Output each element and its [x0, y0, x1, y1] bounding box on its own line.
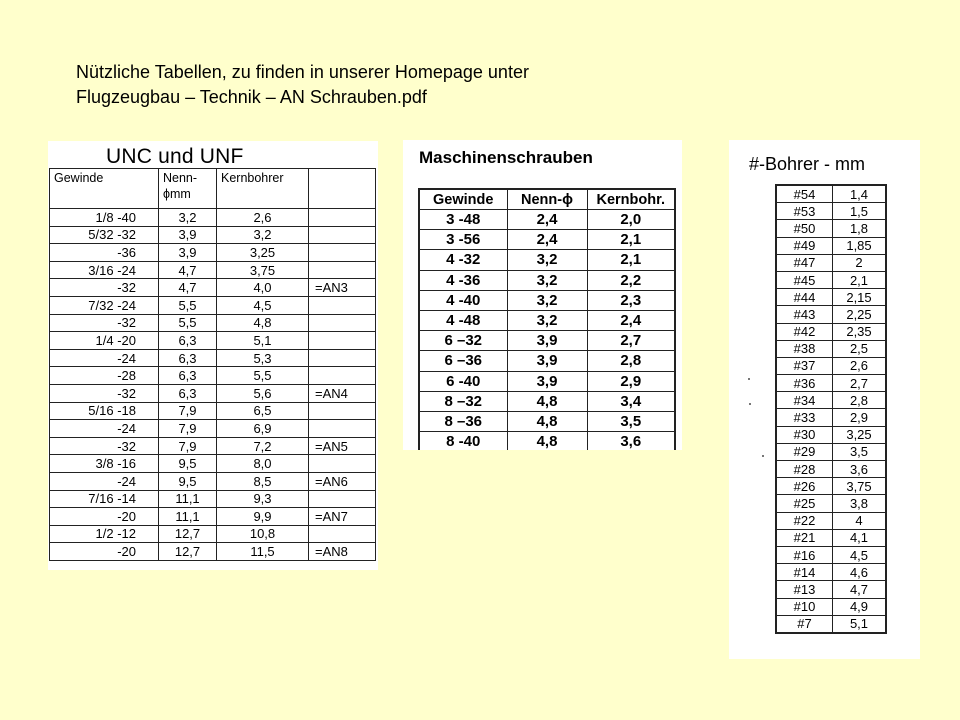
drill-row — [776, 357, 886, 374]
drill-cell-number: #42 — [776, 323, 833, 340]
machine-cell-kern: 2,7 — [587, 331, 675, 351]
drill-cell-number: #29 — [776, 443, 833, 460]
intro-line-2: Flugzeugbau – Technik – AN Schrauben.pdf — [76, 87, 427, 107]
unc-cell-kern: 4,0 — [217, 279, 309, 297]
drill-cell-mm: 1,85 — [833, 237, 887, 254]
machine-row — [419, 371, 675, 391]
unc-header-nenn-line2: ϕmm — [163, 187, 191, 201]
machine-row — [419, 432, 675, 450]
machine-row — [419, 270, 675, 290]
unc-cell-kern: 6,9 — [217, 420, 309, 438]
machine-cell-gewinde: 3 -56 — [419, 230, 507, 250]
unc-cell-an — [309, 244, 376, 262]
drill-cell-number: #13 — [776, 581, 833, 598]
unc-cell-nenn: 4,7 — [159, 261, 217, 279]
unc-row — [50, 384, 376, 402]
drill-cell-mm: 4,9 — [833, 598, 887, 615]
unc-cell-nenn: 9,5 — [159, 472, 217, 490]
drill-row — [776, 581, 886, 598]
unc-cell-an — [309, 490, 376, 508]
drill-row — [776, 220, 886, 237]
unc-cell-an — [309, 296, 376, 314]
unc-cell-kern: 8,5 — [217, 472, 309, 490]
drill-row — [776, 461, 886, 478]
unc-row — [50, 402, 376, 420]
machine-cell-nenn: 3,9 — [507, 331, 587, 351]
drill-cell-mm: 2,8 — [833, 392, 887, 409]
machine-row — [419, 250, 675, 270]
unc-cell-kern: 5,3 — [217, 349, 309, 367]
machine-row — [419, 290, 675, 310]
drill-cell-number: #49 — [776, 237, 833, 254]
unc-header-an — [309, 169, 376, 209]
drill-cell-mm: 4 — [833, 512, 887, 529]
drill-row — [776, 375, 886, 392]
drill-row — [776, 237, 886, 254]
machine-row — [419, 230, 675, 250]
machine-cell-kern: 2,3 — [587, 290, 675, 310]
drill-row — [776, 443, 886, 460]
machine-cell-gewinde: 3 -48 — [419, 210, 507, 230]
unc-cell-nenn: 11,1 — [159, 490, 217, 508]
unc-cell-an — [309, 367, 376, 385]
drill-row — [776, 495, 886, 512]
machine-cell-gewinde: 6 –36 — [419, 351, 507, 371]
unc-cell-nenn: 12,7 — [159, 543, 217, 561]
unc-cell-kern: 3,2 — [217, 226, 309, 244]
unc-cell-gewinde: -24 — [50, 420, 159, 438]
drill-cell-mm: 2,5 — [833, 340, 887, 357]
unc-cell-kern: 11,5 — [217, 543, 309, 561]
machine-cell-nenn: 3,2 — [507, 310, 587, 330]
unc-cell-nenn: 12,7 — [159, 525, 217, 543]
drill-cell-number: #14 — [776, 564, 833, 581]
drill-cell-mm: 1,8 — [833, 220, 887, 237]
machine-cell-gewinde: 4 -36 — [419, 270, 507, 290]
drill-cell-number: #28 — [776, 461, 833, 478]
drill-cell-mm: 4,5 — [833, 546, 887, 563]
unc-header-kern: Kernbohrer — [217, 169, 309, 209]
drill-row — [776, 426, 886, 443]
unc-cell-nenn: 3,9 — [159, 226, 217, 244]
drill-table-title: #-Bohrer - mm — [749, 154, 866, 174]
speck-mark — [748, 378, 750, 380]
machine-cell-kern: 3,6 — [587, 432, 675, 450]
machine-cell-gewinde: 8 -40 — [419, 432, 507, 450]
unc-cell-nenn: 6,3 — [159, 384, 217, 402]
machine-cell-kern: 2,9 — [587, 371, 675, 391]
unc-cell-gewinde: 1/2 -12 — [50, 525, 159, 543]
unc-cell-kern: 3,75 — [217, 261, 309, 279]
machine-cell-kern: 3,4 — [587, 391, 675, 411]
unc-cell-nenn: 7,9 — [159, 420, 217, 438]
unc-cell-an — [309, 525, 376, 543]
unc-row — [50, 244, 376, 262]
unc-cell-gewinde: 3/16 -24 — [50, 261, 159, 279]
unc-row — [50, 314, 376, 332]
drill-cell-number: #43 — [776, 306, 833, 323]
machine-cell-nenn: 3,2 — [507, 270, 587, 290]
drill-cell-number: #25 — [776, 495, 833, 512]
unc-row — [50, 279, 376, 297]
unc-cell-kern: 4,5 — [217, 296, 309, 314]
machine-cell-nenn: 3,2 — [507, 250, 587, 270]
unc-row — [50, 525, 376, 543]
unc-cell-gewinde: -20 — [50, 508, 159, 526]
drill-table — [775, 184, 887, 634]
drill-cell-number: #10 — [776, 598, 833, 615]
machine-cell-kern: 3,5 — [587, 411, 675, 431]
unc-cell-gewinde: 5/16 -18 — [50, 402, 159, 420]
drill-cell-number: #7 — [776, 615, 833, 633]
machine-row — [419, 391, 675, 411]
unc-unf-table-card — [48, 141, 378, 570]
drill-cell-mm: 3,75 — [833, 478, 887, 495]
unc-cell-gewinde: 3/8 -16 — [50, 455, 159, 473]
drill-cell-mm: 4,6 — [833, 564, 887, 581]
drill-cell-number: #30 — [776, 426, 833, 443]
drill-cell-mm: 3,5 — [833, 443, 887, 460]
drill-cell-mm: 4,1 — [833, 529, 887, 546]
drill-cell-number: #47 — [776, 254, 833, 271]
unc-header-nenn — [159, 169, 217, 209]
drill-row — [776, 564, 886, 581]
unc-cell-gewinde: -36 — [50, 244, 159, 262]
unc-cell-an — [309, 420, 376, 438]
drill-cell-mm: 3,6 — [833, 461, 887, 478]
machine-cell-kern: 2,1 — [587, 230, 675, 250]
machine-cell-gewinde: 6 –32 — [419, 331, 507, 351]
machine-cell-nenn: 2,4 — [507, 230, 587, 250]
machine-cell-nenn: 4,8 — [507, 432, 587, 450]
unc-cell-an — [309, 261, 376, 279]
unc-cell-gewinde: 5/32 -32 — [50, 226, 159, 244]
unc-cell-nenn: 6,3 — [159, 332, 217, 350]
unc-row — [50, 437, 376, 455]
unc-header-nenn-line1: Nenn- — [163, 171, 198, 185]
unc-cell-nenn: 5,5 — [159, 296, 217, 314]
machine-row — [419, 411, 675, 431]
unc-cell-gewinde: -20 — [50, 543, 159, 561]
unc-cell-an: =AN4 — [309, 384, 376, 402]
drill-cell-number: #21 — [776, 529, 833, 546]
unc-cell-gewinde: -32 — [50, 314, 159, 332]
unc-cell-an — [309, 314, 376, 332]
drill-row — [776, 340, 886, 357]
machine-cell-nenn: 3,9 — [507, 371, 587, 391]
unc-cell-an — [309, 349, 376, 367]
machine-header-gewinde: Gewinde — [419, 189, 507, 210]
unc-cell-gewinde: -24 — [50, 349, 159, 367]
unc-table-title: UNC und UNF — [106, 145, 244, 168]
unc-cell-kern: 5,5 — [217, 367, 309, 385]
drill-cell-number: #22 — [776, 512, 833, 529]
machine-cell-nenn: 4,8 — [507, 411, 587, 431]
machine-header-nenn: Nenn-ϕ — [507, 189, 587, 210]
unc-cell-an — [309, 332, 376, 350]
unc-row — [50, 226, 376, 244]
unc-cell-an: =AN7 — [309, 508, 376, 526]
unc-row — [50, 508, 376, 526]
drill-cell-number: #44 — [776, 289, 833, 306]
drill-row — [776, 323, 886, 340]
drill-cell-number: #33 — [776, 409, 833, 426]
drill-row — [776, 271, 886, 288]
unc-cell-nenn: 5,5 — [159, 314, 217, 332]
drill-cell-mm: 1,4 — [833, 185, 887, 203]
drill-cell-number: #50 — [776, 220, 833, 237]
unc-cell-kern: 6,5 — [217, 402, 309, 420]
unc-row — [50, 367, 376, 385]
unc-header-gewinde: Gewinde — [50, 169, 159, 209]
machine-cell-gewinde: 4 -48 — [419, 310, 507, 330]
drill-cell-mm: 2,15 — [833, 289, 887, 306]
machine-cell-kern: 2,0 — [587, 210, 675, 230]
machine-screws-table-card — [403, 140, 682, 450]
drill-cell-mm: 2,6 — [833, 357, 887, 374]
unc-row — [50, 472, 376, 490]
unc-cell-gewinde: -32 — [50, 279, 159, 297]
unc-row — [50, 420, 376, 438]
unc-cell-kern: 8,0 — [217, 455, 309, 473]
drill-cell-number: #54 — [776, 185, 833, 203]
machine-row — [419, 331, 675, 351]
unc-cell-an: =AN6 — [309, 472, 376, 490]
machine-cell-gewinde: 6 -40 — [419, 371, 507, 391]
drill-cell-number: #37 — [776, 357, 833, 374]
unc-cell-nenn: 11,1 — [159, 508, 217, 526]
machine-row — [419, 351, 675, 371]
drill-row — [776, 598, 886, 615]
machine-cell-gewinde: 8 –32 — [419, 391, 507, 411]
unc-cell-nenn: 6,3 — [159, 367, 217, 385]
machine-row — [419, 210, 675, 230]
drill-row — [776, 478, 886, 495]
unc-cell-nenn: 4,7 — [159, 279, 217, 297]
drill-cell-number: #45 — [776, 271, 833, 288]
unc-row — [50, 543, 376, 561]
unc-cell-gewinde: -28 — [50, 367, 159, 385]
drill-cell-number: #34 — [776, 392, 833, 409]
drill-row — [776, 512, 886, 529]
unc-header-row — [50, 169, 376, 209]
machine-cell-nenn: 3,2 — [507, 290, 587, 310]
unc-cell-an: =AN8 — [309, 543, 376, 561]
intro-line-1: Nützliche Tabellen, zu finden in unserer Homepage unter — [76, 62, 529, 82]
drill-row — [776, 615, 886, 633]
unc-cell-kern: 4,8 — [217, 314, 309, 332]
unc-cell-an: =AN5 — [309, 437, 376, 455]
drill-cell-mm: 2,1 — [833, 271, 887, 288]
unc-cell-kern: 2,6 — [217, 209, 309, 227]
machine-row — [419, 310, 675, 330]
machine-cell-kern: 2,8 — [587, 351, 675, 371]
drill-row — [776, 185, 886, 203]
unc-cell-an — [309, 209, 376, 227]
drill-row — [776, 289, 886, 306]
machine-cell-kern: 2,4 — [587, 310, 675, 330]
drill-row — [776, 254, 886, 271]
machine-cell-gewinde: 4 -40 — [419, 290, 507, 310]
drill-cell-mm: 3,25 — [833, 426, 887, 443]
unc-cell-gewinde: -24 — [50, 472, 159, 490]
unc-cell-kern: 7,2 — [217, 437, 309, 455]
drill-sizes-table-card — [729, 140, 920, 659]
machine-table — [418, 188, 676, 450]
drill-cell-mm: 3,8 — [833, 495, 887, 512]
intro-text — [76, 60, 776, 110]
drill-cell-mm: 5,1 — [833, 615, 887, 633]
drill-cell-mm: 1,5 — [833, 203, 887, 220]
unc-cell-an — [309, 455, 376, 473]
unc-cell-nenn: 7,9 — [159, 437, 217, 455]
drill-cell-mm: 2,7 — [833, 375, 887, 392]
unc-row — [50, 296, 376, 314]
speck-mark — [762, 455, 764, 457]
drill-cell-mm: 2 — [833, 254, 887, 271]
unc-cell-kern: 5,1 — [217, 332, 309, 350]
unc-row — [50, 455, 376, 473]
drill-row — [776, 306, 886, 323]
drill-cell-number: #38 — [776, 340, 833, 357]
drill-cell-mm: 2,25 — [833, 306, 887, 323]
unc-row — [50, 490, 376, 508]
machine-cell-nenn: 4,8 — [507, 391, 587, 411]
unc-row — [50, 209, 376, 227]
unc-cell-gewinde: 7/16 -14 — [50, 490, 159, 508]
unc-cell-kern: 9,9 — [217, 508, 309, 526]
drill-row — [776, 546, 886, 563]
drill-row — [776, 409, 886, 426]
machine-cell-nenn: 2,4 — [507, 210, 587, 230]
unc-cell-kern: 5,6 — [217, 384, 309, 402]
unc-cell-gewinde: -32 — [50, 437, 159, 455]
unc-cell-an — [309, 402, 376, 420]
unc-cell-gewinde: 7/32 -24 — [50, 296, 159, 314]
unc-table — [49, 168, 376, 561]
machine-cell-kern: 2,1 — [587, 250, 675, 270]
unc-cell-kern: 9,3 — [217, 490, 309, 508]
machine-header-row — [419, 189, 675, 210]
unc-cell-nenn: 7,9 — [159, 402, 217, 420]
drill-cell-mm: 2,9 — [833, 409, 887, 426]
unc-cell-gewinde: 1/4 -20 — [50, 332, 159, 350]
speck-mark — [749, 403, 751, 405]
unc-cell-nenn: 3,9 — [159, 244, 217, 262]
unc-cell-gewinde: -32 — [50, 384, 159, 402]
unc-cell-nenn: 9,5 — [159, 455, 217, 473]
machine-cell-nenn: 3,9 — [507, 351, 587, 371]
unc-cell-an — [309, 226, 376, 244]
unc-cell-kern: 10,8 — [217, 525, 309, 543]
unc-cell-nenn: 3,2 — [159, 209, 217, 227]
drill-row — [776, 392, 886, 409]
machine-header-kern: Kernbohr. — [587, 189, 675, 210]
machine-cell-gewinde: 8 –36 — [419, 411, 507, 431]
unc-row — [50, 349, 376, 367]
drill-cell-number: #53 — [776, 203, 833, 220]
unc-row — [50, 261, 376, 279]
machine-cell-gewinde: 4 -32 — [419, 250, 507, 270]
unc-row — [50, 332, 376, 350]
machine-table-title: Maschinenschrauben — [419, 148, 593, 167]
unc-cell-kern: 3,25 — [217, 244, 309, 262]
drill-cell-mm: 2,35 — [833, 323, 887, 340]
drill-cell-number: #36 — [776, 375, 833, 392]
drill-cell-number: #26 — [776, 478, 833, 495]
machine-cell-kern: 2,2 — [587, 270, 675, 290]
unc-cell-gewinde: 1/8 -40 — [50, 209, 159, 227]
unc-cell-an: =AN3 — [309, 279, 376, 297]
drill-cell-mm: 4,7 — [833, 581, 887, 598]
drill-row — [776, 203, 886, 220]
drill-row — [776, 529, 886, 546]
unc-cell-nenn: 6,3 — [159, 349, 217, 367]
drill-cell-number: #16 — [776, 546, 833, 563]
